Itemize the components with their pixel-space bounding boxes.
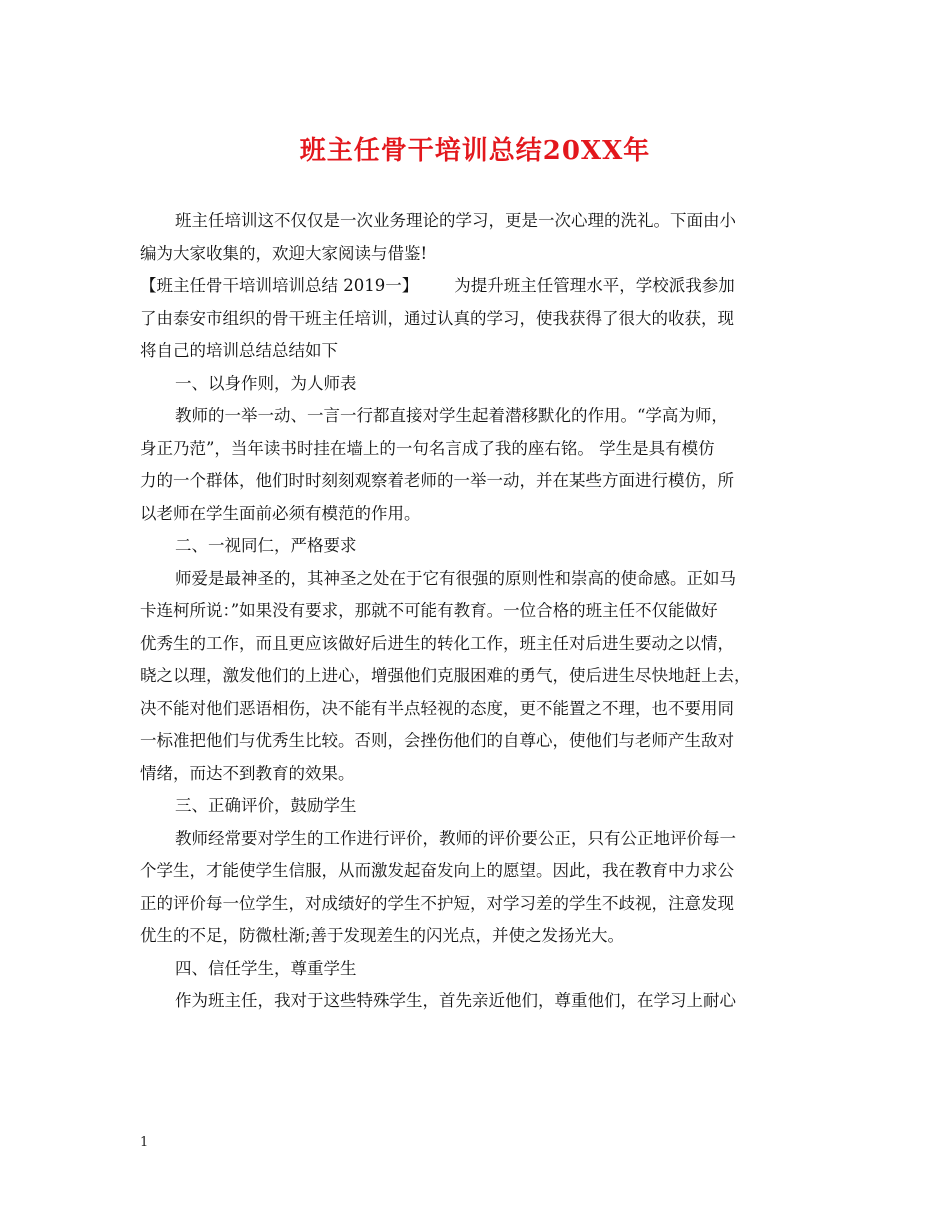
paragraph-line: 班主任培训这不仅仅是一次业务理论的学习，更是一次心理的洗礼。下面由小 xyxy=(175,211,736,230)
paragraph-line: 编为大家收集的，欢迎大家阅读与借鉴! xyxy=(140,243,428,263)
page-number: 1 xyxy=(140,1135,149,1150)
section-heading: 【班主任骨干培训培训总结 2019一】 xyxy=(140,276,419,295)
section-heading: 三、正确评价，鼓励学生 xyxy=(175,796,357,815)
paragraph-line: 以老师在学生面前必须有模范的作用。 xyxy=(140,503,421,523)
paragraph-line: 了由泰安市组织的骨干班主任培训，通过认真的学习，使我获得了很大的收获，现 xyxy=(140,308,734,328)
section-heading: 一、以身作则，为人师表 xyxy=(175,373,357,393)
paragraph-line: 情绪，而达不到教育的效果。 xyxy=(140,763,355,783)
document-title: 班主任骨干培训总结20XX年 xyxy=(299,136,651,166)
paragraph-line: 决不能对他们恶语相伤，决不能有半点轻视的态度，更不能置之不理，也不要用同 xyxy=(140,698,734,718)
paragraph-line: 力的一个群体，他们时时刻刻观察着老师的一举一动，并在某些方面进行模仿，所 xyxy=(140,471,734,490)
paragraph-line: 将自己的培训总结总结如下 xyxy=(140,341,338,360)
paragraph-line: 教师的一举一动、一言一行都直接对学生起着潜移默化的作用。“学高为师， xyxy=(175,406,728,425)
section-heading: 四、信任学生，尊重学生 xyxy=(175,958,357,978)
paragraph-line xyxy=(140,270,820,303)
paragraph-line: 晓之以理，激发他们的上进心，增强他们克服困难的勇气，使后进生尽快地赶上去， xyxy=(140,666,751,685)
paragraph-line: 正的评价每一位学生，对成绩好的学生不护短，对学习差的学生不歧视，注意发现 xyxy=(140,893,734,913)
paragraph-line: 优生的不足，防微杜渐;善于发现差生的闪光点，并使之发扬光大。 xyxy=(140,926,625,945)
paragraph-line: 优秀生的工作，而且更应该做好后进生的转化工作，班主任对后进生要动之以情， xyxy=(140,633,734,653)
paragraph-text: 为提升班主任管理水平，学校派我参加 xyxy=(454,276,735,295)
paragraph-line: 作为班主任，我对于这些特殊学生，首先亲近他们，尊重他们，在学习上耐心 xyxy=(175,991,736,1010)
paragraph-line: 个学生，才能使学生信服，从而激发起奋发向上的愿望。因此，我在教育中力求公 xyxy=(140,861,734,880)
paragraph-line: 身正乃范”，当年读书时挂在墙上的一句名言成了我的座右铭。 学生是具有模仿 xyxy=(140,438,715,458)
paragraph-line: 一标准把他们与优秀生比较。否则，会挫伤他们的自尊心，使他们与老师产生敌对 xyxy=(140,731,734,750)
paragraph-line: 师爱是最神圣的，其神圣之处在于它有很强的原则性和崇高的使命感。正如马 xyxy=(175,568,736,588)
section-heading: 二、一视同仁，严格要求 xyxy=(175,536,357,555)
paragraph-line: 教师经常要对学生的工作进行评价，教师的评价要公正，只有公正地评价每一 xyxy=(175,828,736,848)
document-body xyxy=(140,205,820,1018)
paragraph-line: 卡连柯所说：”如果没有要求，那就不可能有教育。一位合格的班主任不仅能做好 xyxy=(140,601,718,620)
